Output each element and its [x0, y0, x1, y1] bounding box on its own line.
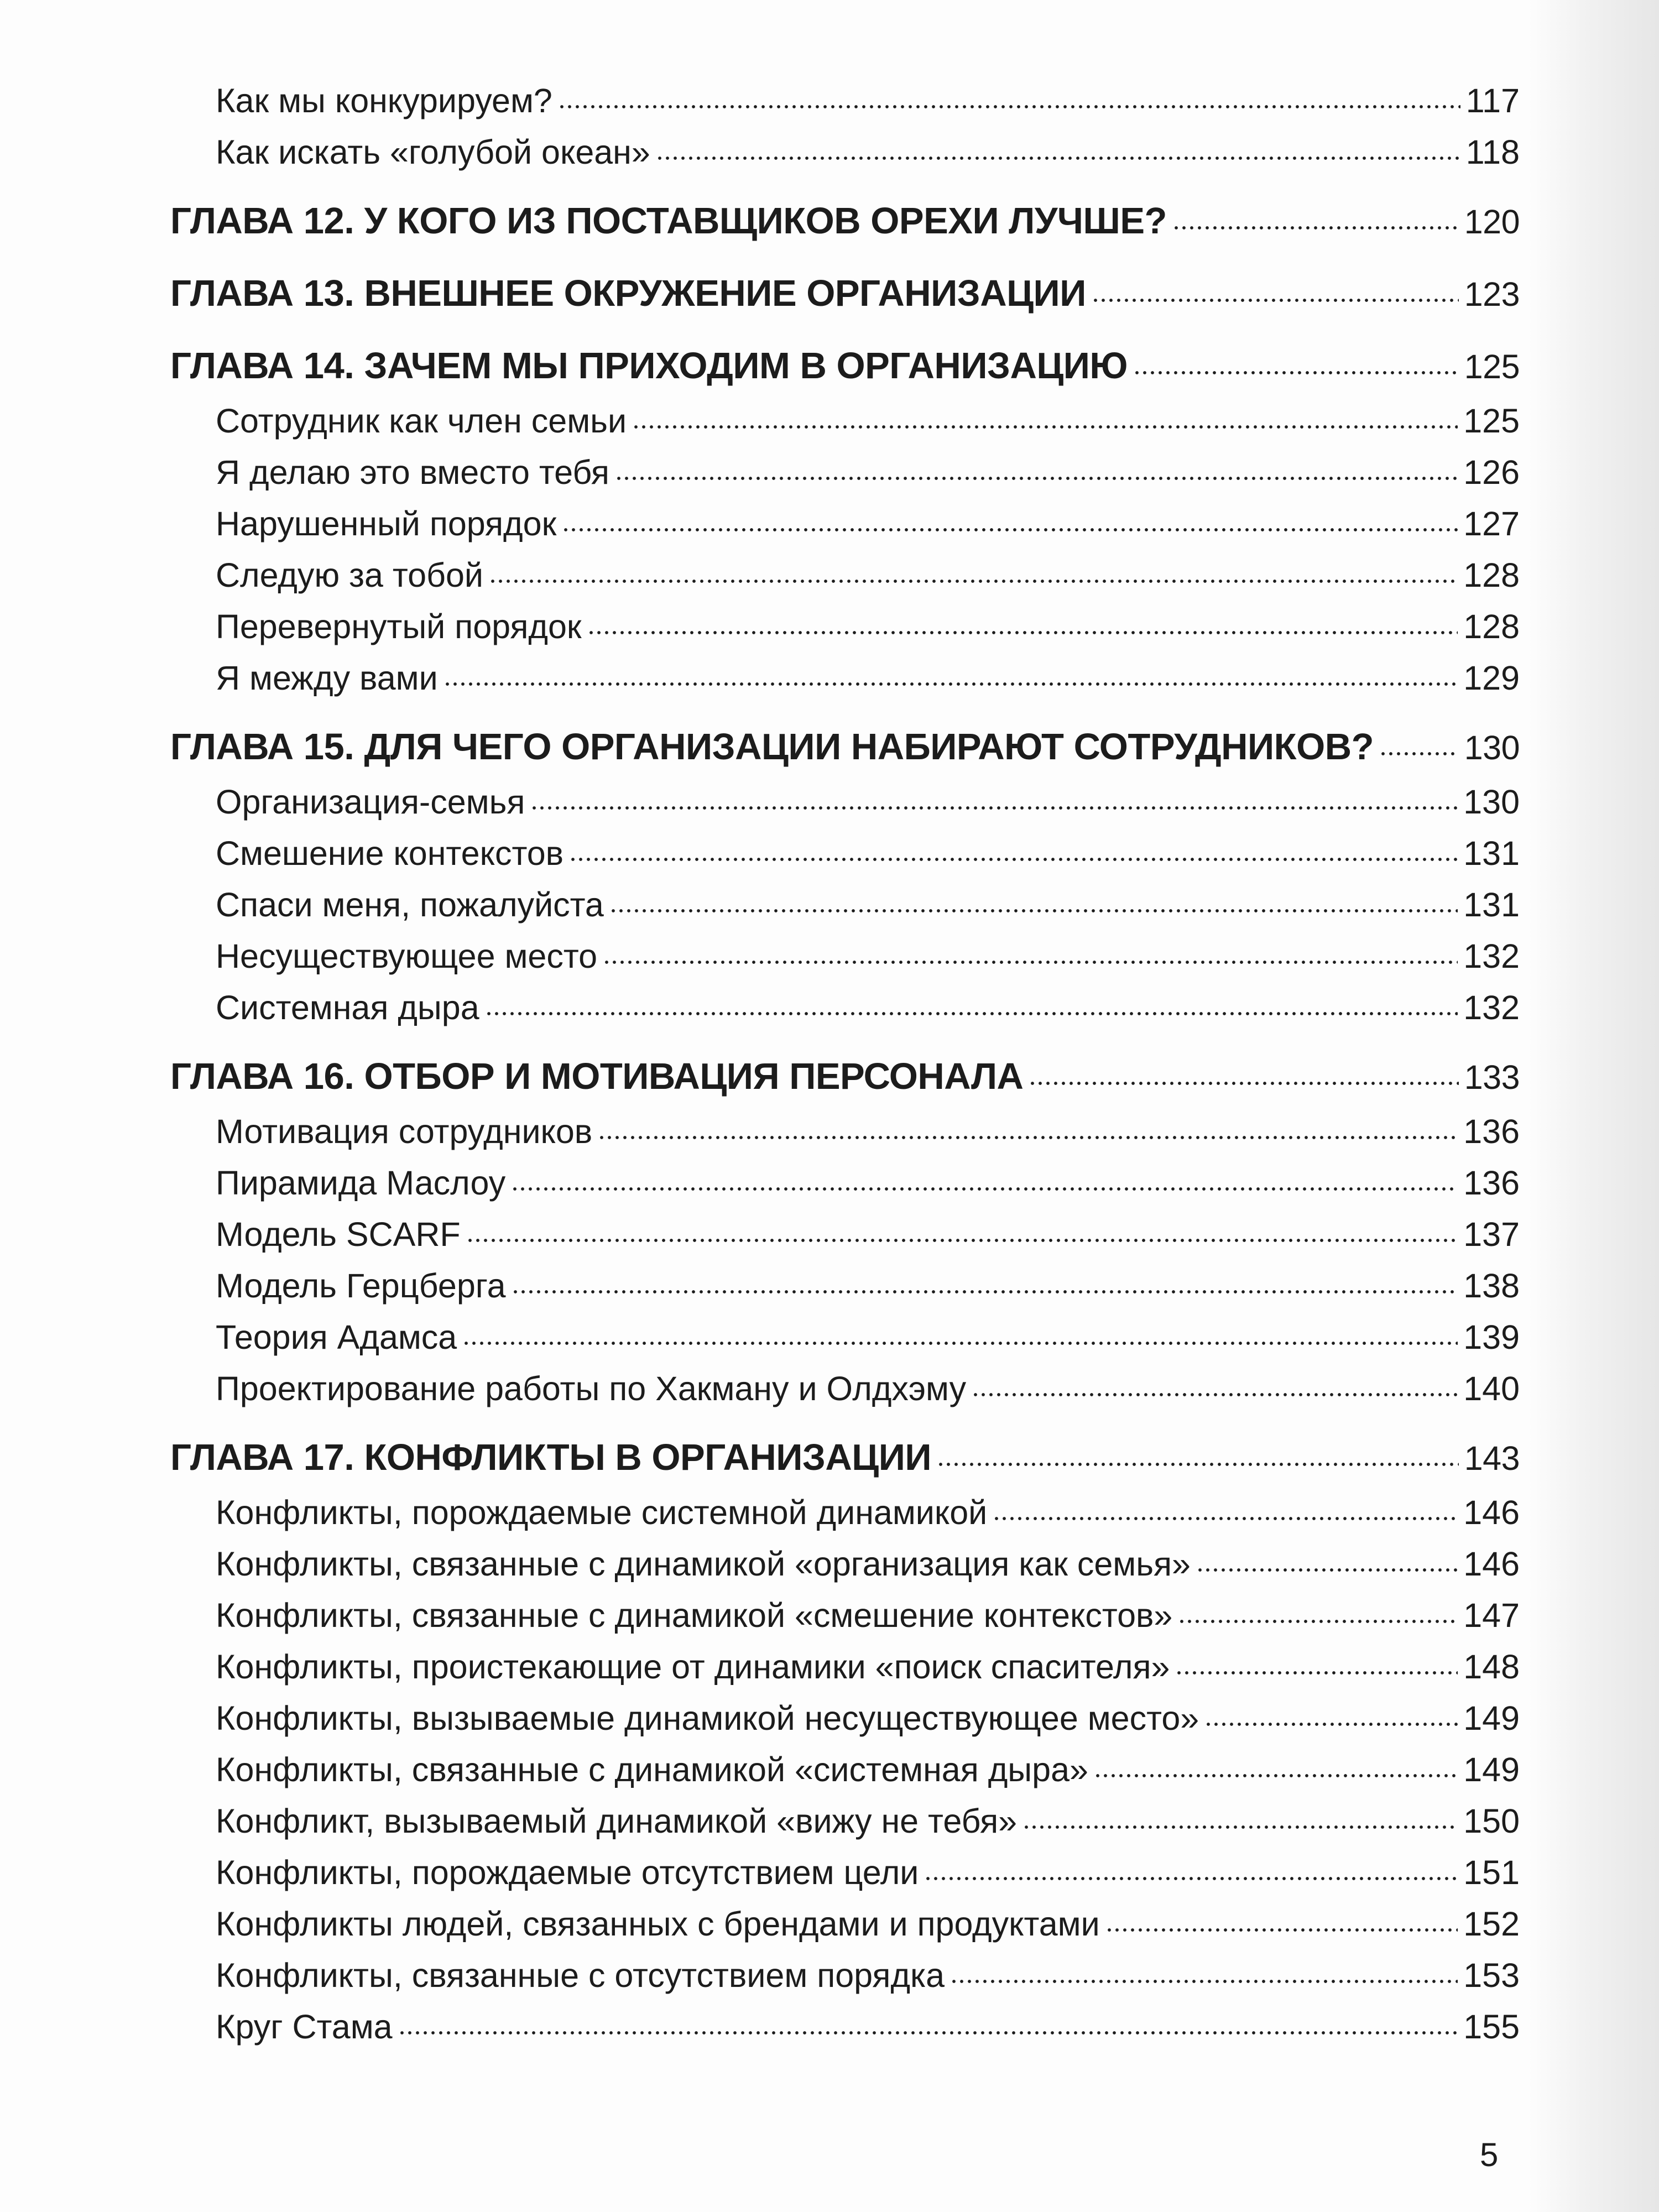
dot-leader [1178, 1619, 1458, 1624]
page-ref: 125 [1463, 402, 1520, 440]
chapter-title: ГЛАВА 17. КОНФЛИКТЫ В ОРГАНИЗАЦИИ [170, 1437, 932, 1478]
toc-entry-row [170, 1487, 1520, 1538]
page-ref: 127 [1463, 505, 1520, 542]
dot-leader [1175, 1671, 1458, 1675]
entry-title: Сотрудник как член семьи [216, 402, 627, 440]
toc-entry-row [170, 879, 1520, 931]
toc-entry-row [170, 1950, 1520, 2001]
dot-leader [615, 476, 1458, 481]
page-ref: 125 [1464, 348, 1520, 385]
entry-title: Проектирование работы по Хакману и Олдхэму [216, 1370, 967, 1407]
entry-title: Как искать «голубой океан» [216, 133, 650, 171]
entry-title: Нарушенный порядок [216, 505, 557, 542]
page-ref: 128 [1463, 608, 1520, 645]
toc-entry-row [170, 1847, 1520, 1898]
toc-entry-row [170, 127, 1520, 178]
page-ref: 128 [1463, 556, 1520, 594]
toc-entry-row [170, 1363, 1520, 1415]
page-number: 5 [1480, 2136, 1499, 2173]
toc-chapter-row [170, 704, 1520, 776]
dot-leader [511, 1187, 1458, 1191]
dot-leader [1379, 752, 1459, 756]
dot-leader [972, 1392, 1458, 1397]
dot-leader [1172, 226, 1459, 230]
toc-chapter-row [170, 1034, 1520, 1106]
toc-entry-row [170, 1312, 1520, 1363]
dot-leader [562, 528, 1458, 532]
page-ref: 136 [1463, 1164, 1520, 1202]
dot-leader [587, 630, 1458, 635]
page-ref: 146 [1463, 1545, 1520, 1583]
page-ref: 152 [1463, 1905, 1520, 1943]
page-ref: 137 [1463, 1215, 1520, 1253]
page-ref: 138 [1463, 1267, 1520, 1305]
toc-entry-row [170, 1157, 1520, 1209]
page-ref: 140 [1463, 1370, 1520, 1407]
toc-entry-row [170, 75, 1520, 127]
entry-title: Модель Герцберга [216, 1267, 506, 1305]
entry-title: Как мы конкурируем? [216, 82, 552, 119]
entry-title: Я между вами [216, 659, 438, 697]
entry-title: Конфликты людей, связанных с брендами и продуктами [216, 1905, 1100, 1943]
dot-leader [466, 1238, 1458, 1243]
page-ref: 130 [1463, 783, 1520, 821]
toc-chapter-row [170, 178, 1520, 251]
entry-title: Конфликты, порождаемые отсутствием цели [216, 1854, 919, 1891]
entry-title: Круг Стама [216, 2008, 393, 2046]
toc-entry-row [170, 1106, 1520, 1157]
toc-entry-row [170, 1693, 1520, 1744]
chapter-title: ГЛАВА 12. У КОГО ИЗ ПОСТАВЩИКОВ ОРЕХИ ЛУЧШЕ? [170, 200, 1167, 242]
dot-leader [485, 1011, 1458, 1016]
toc-entry-row [170, 1744, 1520, 1796]
dot-leader [489, 579, 1458, 583]
page-ref: 136 [1463, 1113, 1520, 1150]
chapter-title: ГЛАВА 15. ДЛЯ ЧЕГО ОРГАНИЗАЦИИ НАБИРАЮТ СОТРУДНИКОВ? [170, 726, 1374, 768]
entry-title: Модель SCARF [216, 1215, 461, 1253]
dot-leader [512, 1290, 1458, 1294]
page-ref: 120 [1464, 203, 1520, 241]
dot-leader [1105, 1928, 1458, 1932]
entry-title: Конфликты, связанные с отсутствием порядка [216, 1957, 945, 1994]
toc-entry-row [170, 1538, 1520, 1590]
dot-leader [598, 1135, 1458, 1140]
dot-leader [1133, 371, 1459, 375]
toc-entry-row [170, 395, 1520, 447]
dot-leader [603, 960, 1458, 964]
page-ref: 139 [1463, 1318, 1520, 1356]
table-of-contents [170, 75, 1520, 2053]
entry-title: Конфликт, вызываемый динамикой «вижу не тебя» [216, 1802, 1018, 1840]
page-ref: 133 [1464, 1058, 1520, 1096]
page-edge-shadow [1529, 0, 1659, 2212]
page-ref: 143 [1464, 1439, 1520, 1477]
toc-entry-row [170, 931, 1520, 982]
toc-entry-row [170, 550, 1520, 601]
page-ref: 131 [1463, 834, 1520, 872]
entry-title: Конфликты, связанные с динамикой «системная дыра» [216, 1751, 1088, 1788]
entry-title: Следую за тобой [216, 556, 483, 594]
toc-entry-row [170, 2001, 1520, 2053]
toc-chapter-row [170, 1415, 1520, 1487]
dot-leader [1092, 298, 1459, 302]
chapter-title: ГЛАВА 13. ВНЕШНЕЕ ОКРУЖЕНИЕ ОРГАНИЗАЦИИ [170, 273, 1086, 314]
dot-leader [462, 1341, 1458, 1345]
toc-entry-row [170, 1898, 1520, 1950]
toc-entry-row [170, 447, 1520, 498]
toc-entry-row [170, 1796, 1520, 1847]
chapter-title: ГЛАВА 14. ЗАЧЕМ МЫ ПРИХОДИМ В ОРГАНИЗАЦИЮ [170, 345, 1128, 387]
entry-title: Организация-семья [216, 783, 525, 821]
toc-entry-row [170, 776, 1520, 828]
dot-leader [656, 156, 1460, 160]
dot-leader [609, 909, 1458, 913]
dot-leader [632, 425, 1458, 429]
dot-leader [1029, 1081, 1458, 1086]
page-ref: 148 [1463, 1648, 1520, 1686]
toc-chapter-row [170, 323, 1520, 395]
chapter-title: ГЛАВА 16. ОТБОР И МОТИВАЦИЯ ПЕРСОНАЛА [170, 1056, 1024, 1097]
page-ref: 118 [1465, 133, 1520, 171]
entry-title: Перевернутый порядок [216, 608, 582, 645]
toc-chapter-row [170, 251, 1520, 323]
toc-entry-row [170, 1260, 1520, 1312]
entry-title: Конфликты, вызываемые динамикой несуществующее место» [216, 1699, 1199, 1737]
page-ref: 153 [1463, 1957, 1520, 1994]
page-ref: 126 [1463, 453, 1520, 491]
page-ref: 151 [1463, 1854, 1520, 1891]
dot-leader [530, 806, 1458, 810]
toc-entry-row [170, 828, 1520, 879]
toc-entry-row [170, 498, 1520, 550]
page-ref: 129 [1463, 659, 1520, 697]
toc-entry-row [170, 1641, 1520, 1693]
dot-leader [993, 1516, 1458, 1521]
dot-leader [1094, 1773, 1458, 1778]
page-ref: 146 [1463, 1494, 1520, 1531]
page-ref: 149 [1463, 1751, 1520, 1788]
page-ref: 149 [1463, 1699, 1520, 1737]
page-ref: 131 [1463, 886, 1520, 924]
dot-leader [950, 1979, 1458, 1984]
entry-title: Смешение контекстов [216, 834, 564, 872]
dot-leader [1022, 1825, 1458, 1829]
toc-entry-row [170, 1590, 1520, 1641]
page-ref: 150 [1463, 1802, 1520, 1840]
page-ref: 147 [1463, 1597, 1520, 1634]
toc-entry-row [170, 1209, 1520, 1260]
entry-title: Мотивация сотрудников [216, 1113, 593, 1150]
dot-leader [1204, 1722, 1458, 1726]
page-ref: 117 [1465, 82, 1520, 119]
page-ref: 155 [1463, 2008, 1520, 2046]
entry-title: Конфликты, проистекающие от динамики «поиск спасителя» [216, 1648, 1170, 1686]
dot-leader [1196, 1568, 1458, 1572]
toc-entry-row [170, 601, 1520, 653]
dot-leader [937, 1462, 1459, 1467]
dot-leader [444, 682, 1458, 686]
entry-title: Конфликты, порождаемые системной динамикой [216, 1494, 988, 1531]
dot-leader [569, 857, 1458, 862]
entry-title: Пирамида Маслоу [216, 1164, 506, 1202]
toc-entry-row [170, 982, 1520, 1034]
page-ref: 123 [1464, 275, 1520, 313]
page-ref: 132 [1463, 989, 1520, 1026]
entry-title: Несуществующее место [216, 937, 598, 975]
dot-leader [398, 2031, 1458, 2035]
entry-title: Конфликты, связанные с динамикой «организация как семья» [216, 1545, 1191, 1583]
page-ref: 130 [1464, 729, 1520, 766]
page-ref: 132 [1463, 937, 1520, 975]
entry-title: Конфликты, связанные с динамикой «смешение контекстов» [216, 1597, 1173, 1634]
toc-entry-row [170, 653, 1520, 704]
entry-title: Теория Адамса [216, 1318, 457, 1356]
entry-title: Я делаю это вместо тебя [216, 453, 609, 491]
dot-leader [924, 1876, 1458, 1881]
entry-title: Спаси меня, пожалуйста [216, 886, 604, 924]
entry-title: Системная дыра [216, 989, 479, 1026]
dot-leader [558, 105, 1460, 109]
